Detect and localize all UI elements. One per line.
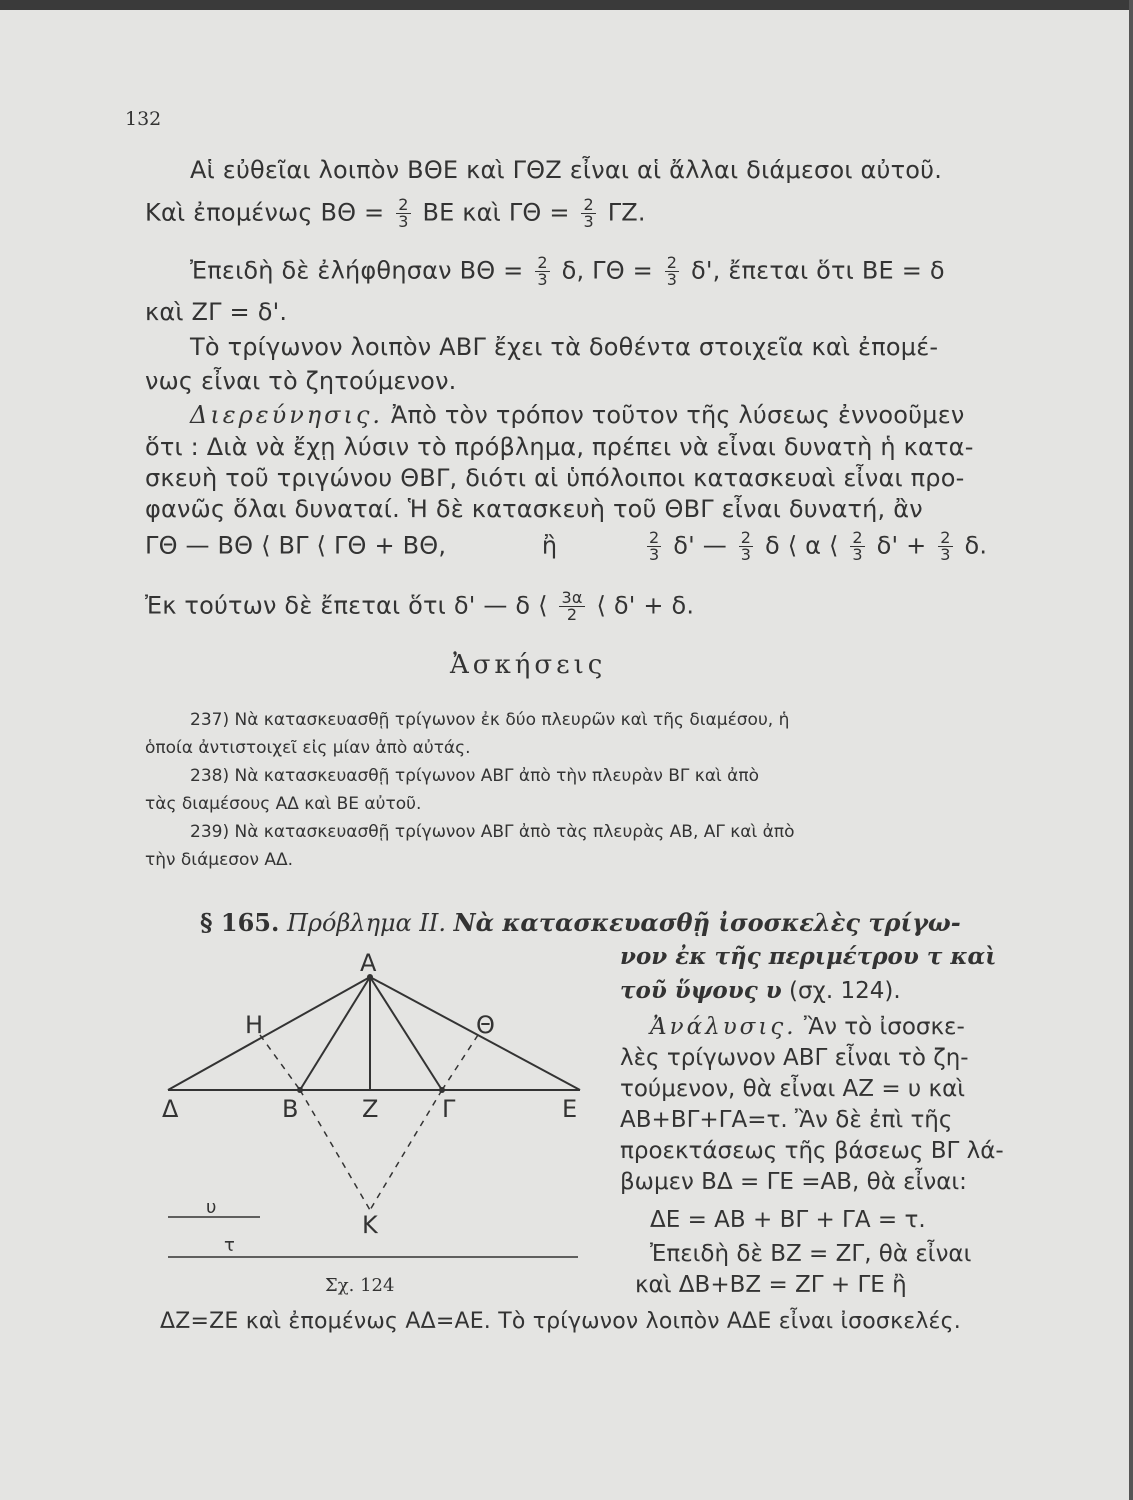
section-title: Νὰ κατασκευασθῇ ἰσοσκελὲς τρίγω- — [453, 908, 961, 937]
text-line: καὶ ΔΒ+ΒΖ = ΖΓ + ΓΕ ἢ — [635, 1272, 907, 1298]
exercise-line: τὰς διαμέσους ΑΔ καὶ ΒΕ αὐτοῦ. — [145, 794, 422, 814]
fraction: $\frac{2}{3}$ — [537, 253, 548, 289]
line-BK — [300, 1090, 370, 1210]
exercise-line: τὴν διάμεσον ΑΔ. — [145, 850, 294, 870]
section-number: § 165. — [200, 908, 280, 937]
last-line: ΔΖ=ΖΕ καὶ ἐπομένως ΑΔ=ΑΕ. Τὸ τρίγωνον λοιπὸν ΑΔΕ εἶναι ἰσοσκελές. — [160, 1309, 961, 1334]
fraction: $\frac{2}{3}$ — [940, 528, 951, 564]
section-label: Πρόβλημα ΙΙ. — [287, 909, 446, 937]
fraction: $\frac{2}{3}$ — [740, 528, 752, 564]
section-heading — [200, 908, 961, 937]
exercise-line: 237) Νὰ κατασκευασθῇ τρίγωνον ἐκ δύο πλευρῶν καὶ τῆς διαμέσου, ἡ — [190, 710, 790, 730]
label-Theta: Θ — [476, 1011, 495, 1039]
page-number: 132 — [125, 108, 162, 130]
scan-right-border — [1129, 0, 1133, 1500]
text-line: προεκτάσεως τῆς βάσεως ΒΓ λά- — [620, 1138, 1004, 1164]
text-line: ΔΕ = ΑΒ + ΒΓ + ΓΑ = τ. — [650, 1207, 926, 1233]
label-tau: τ — [224, 1235, 235, 1256]
line-AE — [370, 977, 580, 1090]
text-line: Ἐπειδὴ δὲ ἐλήφθησαν ΒΘ = $\frac{2}{3}$ δ, ΓΘ = $\frac{2}{3}$ δ', ἔπεται ὅτι ΒΕ = δ — [190, 253, 945, 289]
text-line: Ἐπειδὴ δὲ ΒΖ = ΖΓ, θὰ εἶναι — [650, 1241, 972, 1267]
scan-top-border — [0, 0, 1133, 10]
text-line: σκευὴ τοῦ τριγώνου ΘΒΓ, διότι αἱ ὑπόλοιποι κατασκευαὶ εἶναι προ- — [145, 464, 965, 492]
fraction: $\frac{2}{3}$ — [648, 528, 660, 564]
text-line: ΓΘ — ΒΘ ⟨ ΒΓ ⟨ ΓΘ + ΒΘ, ἢ $\frac{2}{3}$ δ' — $\frac{2}{3}$ δ ⟨ α ⟨ $\frac{2}{3}$ δ' + $\frac{2}{3}$ δ. — [145, 528, 988, 564]
line-ThetaG — [442, 1035, 478, 1090]
exercise-line: ὁποία ἀντιστοιχεῖ εἰς μίαν ἀπὸ αὐτάς. — [145, 738, 471, 758]
text-line: ὅτι : Διὰ νὰ ἔχῃ λύσιν τὸ πρόβλημα, πρέπει νὰ εἶναι δυνατὴ ἡ κατα- — [145, 433, 974, 461]
label-B: Β — [282, 1095, 299, 1123]
text-line: καὶ ΖΓ = δ'. — [145, 298, 288, 326]
text-line: Ἀνάλυσις. Ἂν τὸ ἰσοσκε- — [650, 1014, 965, 1040]
figure-caption: Σχ. 124 — [325, 1275, 395, 1296]
point-G — [439, 1087, 445, 1093]
text-line: Ἐκ τούτων δὲ ἔπεται ὅτι δ' — δ ⟨ $\frac{3\alpha}{2}$ ⟨ δ' + δ. — [145, 588, 695, 624]
text-line: Αἱ εὐθεῖαι λοιπὸν ΒΘΕ καὶ ΓΘΖ εἶναι αἱ ἄλλαι διάμεσοι αὐτοῦ. — [190, 156, 943, 184]
point-B — [297, 1087, 303, 1093]
text-line: φανῶς ὅλαι δυναταί. Ἡ δὲ κατασκευὴ τοῦ ΘΒΓ εἶναι δυνατή, ἂν — [145, 495, 923, 523]
fraction: $\frac{2}{3}$ — [852, 528, 863, 564]
text-line: νον ἐκ τῆς περιμέτρου τ καὶ — [620, 943, 997, 970]
line-AD — [168, 977, 370, 1090]
fraction: $\frac{2}{3}$ — [666, 253, 678, 289]
label-E: Ε — [562, 1095, 578, 1123]
line-GK — [370, 1090, 442, 1210]
label-K: Κ — [362, 1211, 378, 1239]
label-upsilon: υ — [206, 1197, 217, 1218]
text-line: ΑΒ+ΒΓ+ΓΑ=τ. Ἂν δὲ ἐπὶ τῆς — [620, 1107, 953, 1133]
fraction: $\frac{3\alpha}{2}$ — [561, 588, 583, 624]
exercises-heading: Ἀσκήσεις — [450, 650, 607, 680]
text-line: Καὶ ἐπομένως ΒΘ = $\frac{2}{3}$ ΒΕ καὶ ΓΘ = $\frac{2}{3}$ ΓΖ. — [145, 195, 646, 231]
exercise-line: 239) Νὰ κατασκευασθῇ τρίγωνον ΑΒΓ ἀπὸ τὰς πλευρὰς ΑΒ, ΑΓ καὶ ἀπὸ — [190, 822, 795, 842]
subheading: Διερεύνησις. — [190, 401, 384, 429]
label-A: Α — [360, 949, 377, 977]
label-Z: Ζ — [362, 1095, 379, 1123]
fraction: $\frac{2}{3}$ — [398, 195, 409, 231]
label-Delta: Δ — [162, 1095, 179, 1123]
label-Gamma: Γ — [442, 1095, 456, 1123]
text-line: Διερεύνησις. Ἀπὸ τὸν τρόπον τοῦτον τῆς λύσεως ἐννοοῦμεν — [190, 401, 965, 429]
figure-124 — [160, 945, 600, 1285]
exercise-line: 238) Νὰ κατασκευασθῇ τρίγωνον ΑΒΓ ἀπὸ τὴν πλευρὰν ΒΓ καὶ ἀπὸ — [190, 766, 760, 786]
line-AG — [370, 977, 442, 1090]
line-AB — [300, 977, 370, 1090]
text-line: νως εἶναι τὸ ζητούμενον. — [145, 367, 457, 395]
text-line: Τὸ τρίγωνον λοιπὸν ΑΒΓ ἔχει τὰ δοθέντα στοιχεῖα καὶ ἐπομέ- — [190, 333, 939, 361]
label-H: Η — [245, 1011, 264, 1039]
text-line: τούμενον, θὰ εἶναι ΑΖ = υ καὶ — [620, 1076, 966, 1102]
text-line: τοῦ ὕψους υ (σχ. 124). — [620, 977, 901, 1004]
fraction: $\frac{2}{3}$ — [583, 195, 594, 231]
text-line: βωμεν ΒΔ = ΓΕ =ΑΒ, θὰ εἶναι: — [620, 1169, 967, 1195]
line-HB — [260, 1035, 300, 1090]
text-line: λὲς τρίγωνον ΑΒΓ εἶναι τὸ ζη- — [620, 1045, 969, 1071]
